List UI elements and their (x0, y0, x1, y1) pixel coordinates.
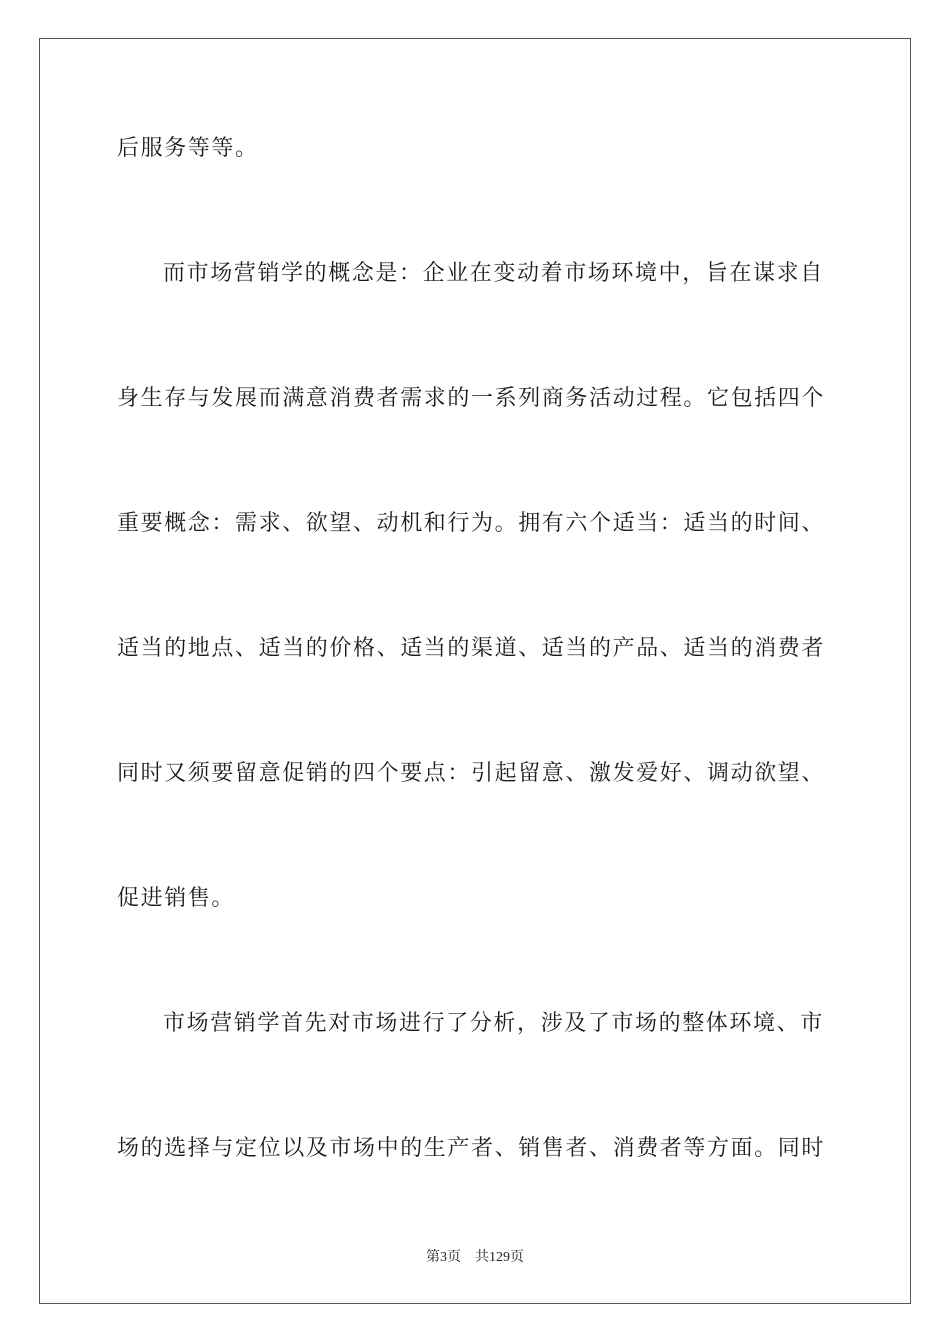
text-line: 同时又须要留意促销的四个要点：引起留意、激发爱好、调动欲望、 (117, 761, 826, 786)
text-line: 后服务等等。 (117, 136, 259, 161)
text-line: 促进销售。 (117, 886, 236, 911)
text-line: 重要概念：需求、欲望、动机和行为。拥有六个适当：适当的时间、 (117, 511, 826, 536)
page-border (39, 38, 911, 1304)
page-footer (0, 1249, 950, 1267)
text-line: 适当的地点、适当的价格、适当的渠道、适当的产品、适当的消费者 (117, 636, 826, 661)
text-line: 场的选择与定位以及市场中的生产者、销售者、消费者等方面。同时 (117, 1136, 826, 1161)
page-number: 第3页 (426, 1250, 461, 1265)
total-pages: 共129页 (475, 1250, 524, 1265)
text-line: 身生存与发展而满意消费者需求的一系列商务活动过程。它包括四个 (117, 386, 826, 411)
paragraph-start-line: 而市场营销学的概念是：企业在变动着市场环境中，旨在谋求自 (163, 261, 824, 286)
paragraph-start-line: 市场营销学首先对市场进行了分析，涉及了市场的整体环境、市 (163, 1011, 824, 1036)
